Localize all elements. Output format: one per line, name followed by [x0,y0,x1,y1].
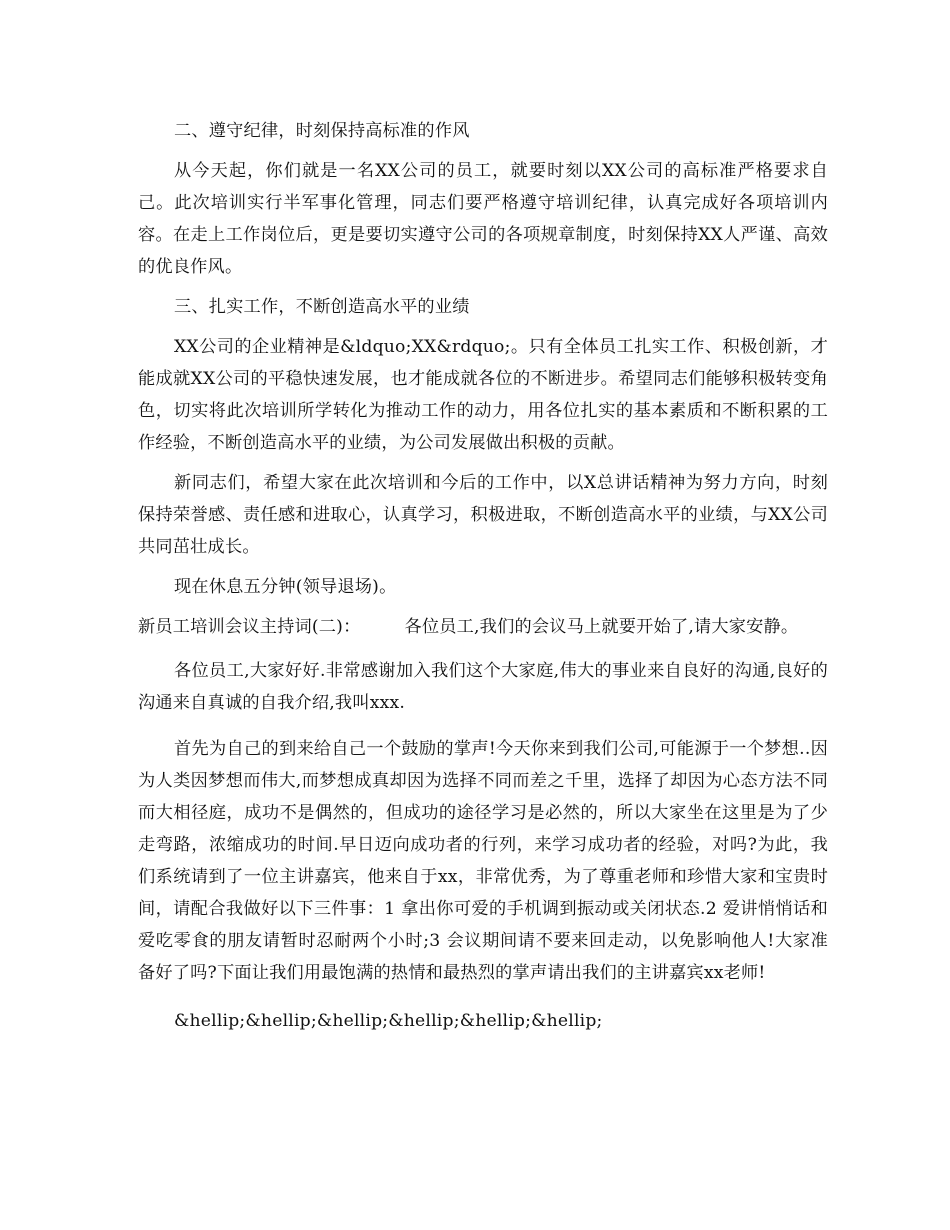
paragraph: XX公司的企业精神是&ldquo;XX&rdquo;。只有全体员工扎实工作、积极创新，才能成就XX公司的平稳快速发展，也才能成就各位的不断进步。希望同志们能够积极转变角色，切实将此次培训所学转化为推动工作的动力，用各位扎实的基本素质和不断积累的工作经验，不断创造高水平的业绩，为公司发展做出积极的贡献。 [138,337,828,453]
section-heading: 二、遵守纪律，时刻保持高标准的作风 [174,121,470,141]
paragraph: 首先为自己的到来给自己一个鼓励的掌声!今天你来到我们公司,可能源于一个梦想..因为人类因梦想而伟大,而梦想成真却因为选择不同而差之千里，选择了却因为心态方法不同而大相径庭，成功不是偶然的，但成功的途径学习是必然的，所以大家坐在这里是为了少走弯路，浓缩成功的时间.早日迈向成功者的行列，来学习成功者的经验，对吗?为此，我们系统请到了一位主讲嘉宾，他来自于xx，非常优秀，为了尊重老师和珍惜大家和宝贵时间，请配合我做好以下三件事：1 拿出你可爱的手机调到振动或关闭状态.2 爱讲悄悄话和爱吃零食的朋友请暂时忍耐两个小时;3 会议期间请不要来回走动，以免影响他人!大家准备好了吗?下面让我们用最饱满的热情和最热烈的掌声请出我们的主讲嘉宾xx老师! [138,739,828,983]
ellipsis-line: &hellip;&hellip;&hellip;&hellip;&hellip;&hellip; [174,1011,603,1031]
paragraph: 从今天起，你们就是一名XX公司的员工，就要时刻以XX公司的高标准严格要求自己。此次培训实行半军事化管理，同志们要严格遵守培训纪律，认真完成好各项培训内容。在走上工作岗位后，更是要切实遵守公司的各项规章制度，时刻保持XX人严谨、高效的优良作风。 [138,161,828,277]
paragraph: 各位员工,大家好好.非常感谢加入我们这个大家庭,伟大的事业来自良好的沟通,良好的沟通来自真诚的自我介绍,我叫xxx. [138,661,828,713]
document-body [138,115,828,1045]
paragraph: 新同志们，希望大家在此次培训和今后的工作中，以X总讲话精神为努力方向，时刻保持荣誉感、责任感和进取心，认真学习，积极进取，不断创造高水平的业绩，与XX公司共同茁壮成长。 [138,473,828,557]
paragraph-with-title [138,611,828,643]
paragraph-text: 各位员工,我们的会议马上就要开始了,请大家安静。 [404,617,799,637]
speech-title: 新员工培训会议主持词(二)： [138,617,361,637]
paragraph: 现在休息五分钟(领导退场)。 [174,577,397,597]
section-heading: 三、扎实工作，不断创造高水平的业绩 [174,297,470,317]
